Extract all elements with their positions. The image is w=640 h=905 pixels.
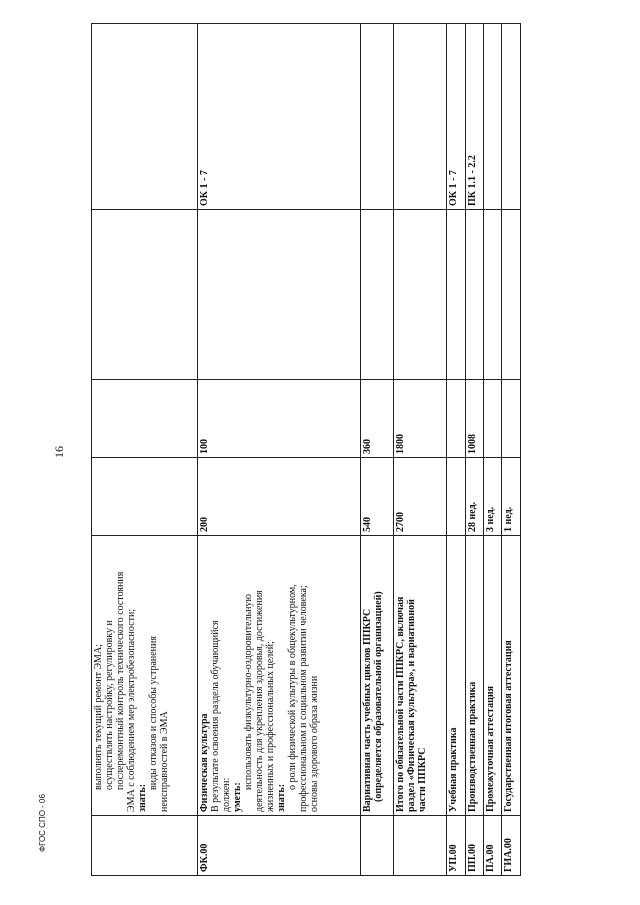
content-line: Итого по обязательной части ППКРС, включая <box>395 596 407 812</box>
content-line: должен: <box>220 777 232 812</box>
content-line: В результате освоения раздела обучающийся <box>209 620 221 812</box>
curriculum-table <box>91 23 521 876</box>
content-line: знать: <box>275 783 287 812</box>
practice-hours <box>484 380 502 458</box>
discipline-index <box>361 210 394 380</box>
max-hours: 2700 <box>394 458 447 536</box>
practice-title: Государственная итоговая аттестация <box>502 536 521 816</box>
practice-row <box>502 24 521 876</box>
discipline-index <box>197 210 361 380</box>
content-line: раздел «Физическая культура», и вариативной <box>406 599 418 812</box>
practice-code: УП.00 <box>447 816 465 876</box>
content-line: о роли физической культуры в общекультурном, <box>286 584 298 790</box>
table-row <box>197 24 361 876</box>
practice-competencies <box>502 24 521 210</box>
row-code: ФК.00 <box>197 816 361 876</box>
practice-competencies: ПК 1.1 - 2.2 <box>465 24 483 210</box>
content-line: использовать физкультурно-оздоровительную <box>242 594 254 790</box>
practice-hours <box>447 380 465 458</box>
compulsory-hours: 360 <box>361 380 394 458</box>
content-line: осуществлять настройку, регулировку и <box>104 620 115 790</box>
content-line: послеремонтный контроль технического состояния <box>115 571 126 790</box>
practice-discipline <box>502 210 521 380</box>
practice-weeks: 1 нед. <box>502 458 521 536</box>
practice-weeks <box>447 458 465 536</box>
content-line: уметь: <box>231 782 243 812</box>
practice-title: Промежуточная аттестация <box>484 536 502 816</box>
practice-row <box>447 24 465 876</box>
practice-code: ГИА.00 <box>502 816 521 876</box>
practice-title: Производственная практика <box>465 536 483 816</box>
practice-code: ПП.00 <box>465 816 483 876</box>
practice-weeks: 3 нед. <box>484 458 502 536</box>
content-line: основы здорового образа жизни <box>308 675 320 812</box>
practice-code: ПА.00 <box>484 816 502 876</box>
max-hours: 540 <box>361 458 394 536</box>
content-line: жизненных и профессиональных целей; <box>264 641 276 812</box>
content-line: неисправностей в ЭМА <box>159 711 170 812</box>
practice-competencies <box>484 24 502 210</box>
page-number: 16 <box>52 446 66 458</box>
content-line: ЭМА с соблюдением мер электробезопасности; <box>126 608 137 812</box>
practice-weeks: 28 нед. <box>465 458 483 536</box>
practice-discipline <box>484 210 502 380</box>
row-content <box>197 536 361 816</box>
practice-competencies: ОК 1 - 7 <box>447 24 465 210</box>
table-row <box>394 24 447 876</box>
practice-row <box>465 24 483 876</box>
content-line: виды отказов и способы устранения <box>148 636 159 790</box>
max-hours: 200 <box>197 458 361 536</box>
content-line: Вариативная часть учебных циклов ППКРС <box>362 608 374 812</box>
max-hours <box>92 458 198 536</box>
competency-codes <box>394 24 447 210</box>
compulsory-hours <box>92 380 198 458</box>
competency-codes <box>92 24 198 210</box>
practice-discipline <box>465 210 483 380</box>
table-row <box>92 24 198 876</box>
content-line: деятельность для укрепления здоровья, достижения <box>253 590 265 812</box>
practice-title: Учебная практика <box>447 536 465 816</box>
row-code <box>361 816 394 876</box>
competency-codes <box>361 24 394 210</box>
practice-row <box>484 24 502 876</box>
curriculum-table-container <box>91 24 521 876</box>
row-content <box>361 536 394 816</box>
compulsory-hours: 100 <box>197 380 361 458</box>
discipline-index <box>92 210 198 380</box>
content-line: профессиональном и социальном развитии человека; <box>297 585 309 812</box>
footer-code: ФГОС СПО - 06 <box>38 794 47 852</box>
row-code <box>92 816 198 876</box>
content-line: выполнять текущий ремонт ЭМА; <box>93 644 104 790</box>
content-line: знать: <box>137 783 148 812</box>
table-row <box>361 24 394 876</box>
compulsory-hours: 1800 <box>394 380 447 458</box>
row-content <box>394 536 447 816</box>
practice-hours <box>502 380 521 458</box>
practice-hours: 1008 <box>465 380 483 458</box>
content-line: (определяется образовательной организацией) <box>373 591 385 802</box>
competency-codes: ОК 1 - 7 <box>197 24 361 210</box>
content-line: части ППКРС <box>417 747 429 812</box>
row-code <box>394 816 447 876</box>
practice-discipline <box>447 210 465 380</box>
discipline-index <box>394 210 447 380</box>
row-content <box>92 536 198 816</box>
content-line: Физическая культура <box>198 713 210 812</box>
